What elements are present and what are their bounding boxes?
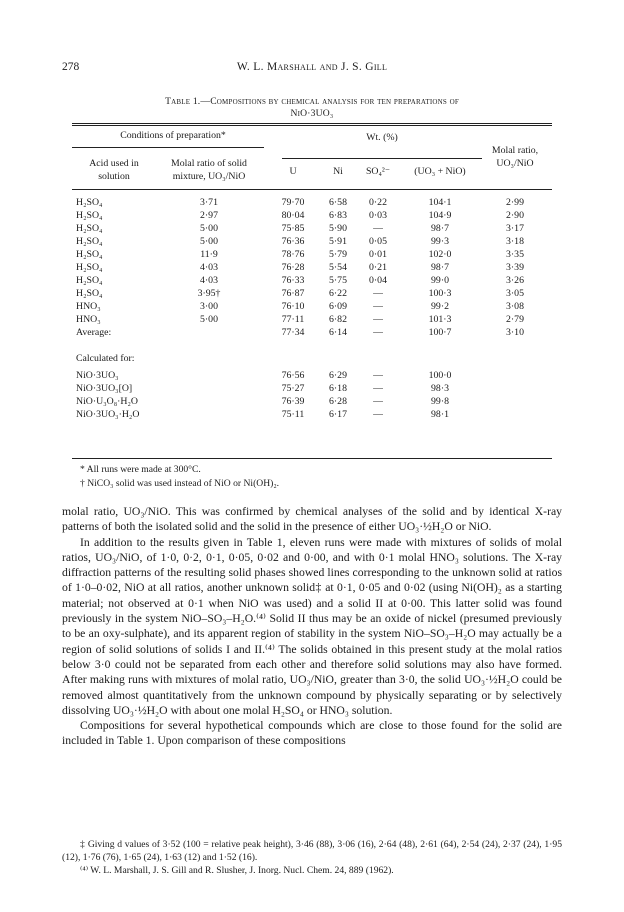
cell-ni: 6·22 bbox=[329, 288, 347, 299]
cell-so4: 0·03 bbox=[369, 210, 387, 221]
cell-acid: H₂SO₄ bbox=[76, 210, 103, 221]
cell-u: 75·85 bbox=[281, 223, 305, 234]
cell-ni: 5·79 bbox=[329, 249, 347, 260]
header-sum: (UO₃ + NiO) bbox=[414, 166, 466, 177]
cell-so4: 0·04 bbox=[369, 275, 387, 286]
cell-sum: 99·8 bbox=[431, 396, 449, 407]
cell-ni: 6·28 bbox=[329, 396, 347, 407]
cell-ni: 6·14 bbox=[329, 327, 347, 338]
cell-acid: H₂SO₄ bbox=[76, 249, 103, 260]
footnote-d-values: ‡ Giving d values of 3·52 (100 = relative peak height), 3·46 (88), 3·06 (16), 2·64 (48), 2·61 (64), 2·54 (24), 2·37 (24), 1·95 (12), 1·76 (76), 1·65 (24), 1·63 (12) and 1·52 (16). bbox=[62, 839, 562, 863]
table-footnote-dagger: † NiCO₃ solid was used instead of NiO or Ni(OH)₂. bbox=[80, 478, 280, 489]
cell-sum: 100·7 bbox=[428, 327, 452, 338]
table-caption-line2: NiO·3UO₃ bbox=[290, 108, 334, 119]
cell-acid: H₂SO₄ bbox=[76, 262, 103, 273]
cell-so4: 0·01 bbox=[369, 249, 387, 260]
cell-ni: 6·17 bbox=[329, 409, 347, 420]
page-number: 278 bbox=[62, 61, 80, 73]
cell-ratio: 2·99 bbox=[506, 197, 524, 208]
cell-sum: 101·3 bbox=[428, 314, 452, 325]
cell-u: 80·04 bbox=[281, 210, 305, 221]
cell-solid-ratio: 5·00 bbox=[200, 223, 218, 234]
cell-so4: — bbox=[373, 396, 383, 407]
cell-solid-ratio: 11·9 bbox=[200, 249, 218, 260]
cell-acid: HNO₃ bbox=[76, 301, 101, 312]
cell-so4: 0·05 bbox=[369, 236, 387, 247]
cell-sum: 99·0 bbox=[431, 275, 449, 286]
cell-so4: 0·21 bbox=[369, 262, 387, 273]
cell-so4: 0·22 bbox=[369, 197, 387, 208]
header-solid-line2: mixture, UO₃/NiO bbox=[172, 171, 246, 182]
cell-so4: — bbox=[373, 370, 383, 381]
cell-ratio: 3·05 bbox=[506, 288, 524, 299]
table-top-rule-double bbox=[72, 125, 552, 126]
cell-ni: 6·83 bbox=[329, 210, 347, 221]
cell-u: 78·76 bbox=[281, 249, 305, 260]
cell-ni: 6·09 bbox=[329, 301, 347, 312]
cell-ni: 6·82 bbox=[329, 314, 347, 325]
cell-acid: Average: bbox=[76, 327, 112, 338]
table-top-rule bbox=[72, 123, 552, 124]
cell-u: 77·11 bbox=[281, 314, 305, 325]
cell-ni: 6·29 bbox=[329, 370, 347, 381]
cell-so4: — bbox=[373, 327, 383, 338]
cell-ni: 6·18 bbox=[329, 383, 347, 394]
cell-so4: — bbox=[373, 383, 383, 394]
cell-ratio: 2·90 bbox=[506, 210, 524, 221]
cell-ratio: 2·79 bbox=[506, 314, 524, 325]
cell-ni: 5·75 bbox=[329, 275, 347, 286]
footnote-reference: ⁽⁴⁾ W. L. Marshall, J. S. Gill and R. Slusher, J. Inorg. Nucl. Chem. 24, 889 (1962). bbox=[80, 865, 394, 876]
cell-so4: — bbox=[373, 314, 383, 325]
cell-ni: 6·58 bbox=[329, 197, 347, 208]
cell-solid-ratio: 3·71 bbox=[200, 197, 218, 208]
cell-so4: — bbox=[373, 409, 383, 420]
cell-solid-ratio: 2·97 bbox=[200, 210, 218, 221]
header-molal-ratio-line2: UO₃/NiO bbox=[496, 158, 534, 169]
cell-solid-ratio: 5·00 bbox=[200, 314, 218, 325]
cell-solid-ratio: 5·00 bbox=[200, 236, 218, 247]
cell-u: 76·36 bbox=[281, 236, 305, 247]
cell-ni: 5·54 bbox=[329, 262, 347, 273]
cell-ratio: 3·08 bbox=[506, 301, 524, 312]
cell-sum: 98·1 bbox=[431, 409, 449, 420]
table-caption-line1: Table 1.—Compositions by chemical analysis for ten preparations of bbox=[165, 96, 459, 107]
header-acid-line1: Acid used in bbox=[89, 158, 139, 169]
cell-acid: H₂SO₄ bbox=[76, 288, 103, 299]
cell-ni: 5·90 bbox=[329, 223, 347, 234]
cell-sum: 98·3 bbox=[431, 383, 449, 394]
cell-acid: HNO₃ bbox=[76, 314, 101, 325]
body-text bbox=[62, 504, 562, 749]
cell-ratio: 3·26 bbox=[506, 275, 524, 286]
cell-compound: NiO·3UO₃·H₂O bbox=[76, 409, 140, 420]
cell-ratio: 3·10 bbox=[506, 327, 524, 338]
cell-u: 75·27 bbox=[281, 383, 305, 394]
cell-u: 76·87 bbox=[281, 288, 305, 299]
cell-u: 76·39 bbox=[281, 396, 305, 407]
cell-ni: 5·91 bbox=[329, 236, 347, 247]
header-u: U bbox=[289, 166, 297, 177]
header-wt: Wt. (%) bbox=[366, 132, 398, 143]
paragraph: In addition to the results given in Table 1, eleven runs were made with mixtures of solids of molal ratios, UO₃/NiO, of 1·0, 0·2, 0·1, 0·05, 0·02 and 0·00, and with 0·1 molal HNO₃ solutions. The X-ray diffraction patterns of the resulting solid phases showed lines corresponding to the unknown solid at ratios of 1·0–0·02, NiO at all ratios, another unknown solid‡ at 0·1, 0·05 and 0·02 (using Ni(OH)₂ as a starting material; not observed at 0·1 when NiO was used) and a solid II at 0·00. This latter solid was found previously in the system NiO–SO₃–H₂O.⁽⁴⁾ Solid II thus may be an oxide of nickel (presumed previously to be an oxy-sulphate), and its apparent region of stability in the system NiO–SO₃–H₂O may actually be a region of solid solutions of solids I and II.⁽⁴⁾ The solids obtained in this present study at the molal ratios below 3·0 could not be separated from each other and therefore solid solutions may also have formed. After making runs with mixtures of molal ratio, UO₃/NiO, greater than 3·0, the solid UO₃·½H₂O could be removed almost quantitatively from the unknown compound by physically separating or by selectively dissolving UO₃·½H₂O with about one molal H₂SO₄ or HNO₃ solution. bbox=[62, 535, 562, 717]
cell-sum: 102·0 bbox=[428, 249, 452, 260]
cell-u: 76·28 bbox=[281, 262, 305, 273]
cell-acid: H₂SO₄ bbox=[76, 223, 103, 234]
cell-so4: — bbox=[373, 301, 383, 312]
cell-u: 77·34 bbox=[281, 327, 305, 338]
cell-u: 79·70 bbox=[281, 197, 305, 208]
cell-sum: 98·7 bbox=[431, 223, 449, 234]
cell-ratio: 3·17 bbox=[506, 223, 524, 234]
table-header-rule bbox=[72, 189, 552, 190]
header-conditions: Conditions of preparation* bbox=[120, 130, 226, 141]
calculated-label: Calculated for: bbox=[76, 353, 135, 364]
cell-compound: NiO·3UO₃ bbox=[76, 370, 119, 381]
cell-ratio: 3·35 bbox=[506, 249, 524, 260]
cell-ratio: 3·18 bbox=[506, 236, 524, 247]
cell-u: 76·56 bbox=[281, 370, 305, 381]
cell-compound: NiO·U₃O₈·H₂O bbox=[76, 396, 138, 407]
header-ni: Ni bbox=[333, 166, 343, 177]
cell-sum: 99·2 bbox=[431, 301, 449, 312]
cell-acid: H₂SO₄ bbox=[76, 197, 103, 208]
cell-solid-ratio: 3·95† bbox=[197, 288, 221, 299]
table-bottom-rule bbox=[72, 458, 552, 459]
cell-u: 76·33 bbox=[281, 275, 305, 286]
page-footnotes bbox=[62, 838, 562, 877]
conditions-underline bbox=[72, 147, 264, 148]
wt-underline bbox=[282, 158, 482, 159]
cell-acid: H₂SO₄ bbox=[76, 275, 103, 286]
running-head-authors: W. L. Marshall and J. S. Gill bbox=[236, 61, 388, 73]
cell-sum: 100·0 bbox=[428, 370, 452, 381]
cell-sum: 100·3 bbox=[428, 288, 452, 299]
header-acid-line2: solution bbox=[98, 171, 130, 182]
cell-acid: H₂SO₄ bbox=[76, 236, 103, 247]
paragraph: molal ratio, UO₃/NiO. This was confirmed by chemical analyses of the solid and by identical X-ray patterns of both the isolated solid and the solid in the presence of either UO₃·½H₂O or NiO. bbox=[62, 505, 562, 534]
cell-so4: — bbox=[373, 223, 383, 234]
cell-solid-ratio: 4·03 bbox=[200, 275, 218, 286]
cell-sum: 104·1 bbox=[428, 197, 452, 208]
header-molal-ratio-line1: Molal ratio, bbox=[491, 145, 539, 156]
cell-so4: — bbox=[373, 288, 383, 299]
cell-sum: 99·3 bbox=[431, 236, 449, 247]
header-solid-line1: Molal ratio of solid bbox=[171, 158, 247, 169]
table-caption bbox=[90, 96, 534, 120]
cell-compound: NiO·3UO₃[O] bbox=[76, 383, 133, 394]
running-head bbox=[62, 61, 562, 77]
cell-u: 76·10 bbox=[281, 301, 305, 312]
cell-sum: 98·7 bbox=[431, 262, 449, 273]
header-so4: SO₄²⁻ bbox=[365, 166, 391, 177]
cell-solid-ratio: 3·00 bbox=[200, 301, 218, 312]
paragraph: Compositions for several hypothetical compounds which are close to those found for the solid are included in Table 1. Upon comparison of these compositions bbox=[62, 719, 562, 748]
cell-ratio: 3·39 bbox=[506, 262, 524, 273]
cell-solid-ratio: 4·03 bbox=[200, 262, 218, 273]
cell-u: 75·11 bbox=[281, 409, 305, 420]
cell-sum: 104·9 bbox=[428, 210, 452, 221]
table-footnote-asterisk: * All runs were made at 300°C. bbox=[80, 464, 201, 475]
